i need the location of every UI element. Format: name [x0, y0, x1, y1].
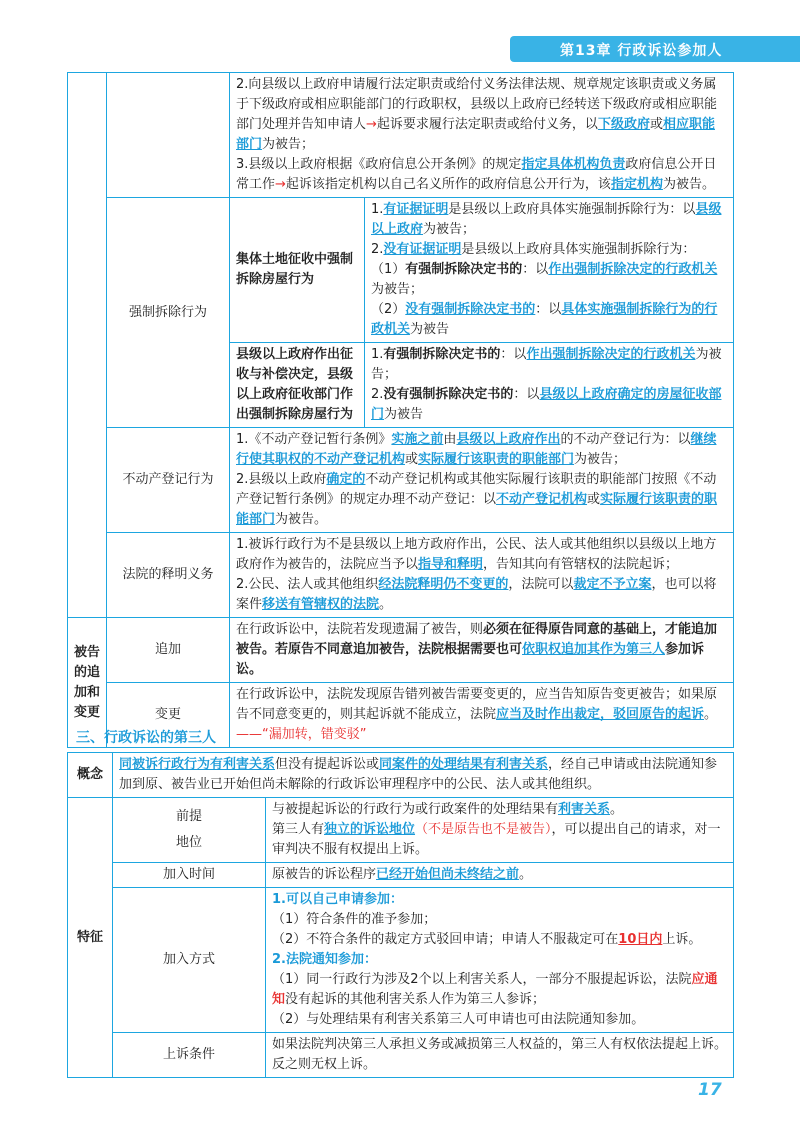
table-cell: 在行政诉讼中，法院发现原告错列被告需要变更的，应当告知原告变更被告；如果原告不同意变更的，则其起诉就不能成立，法院应当及时作出裁定，驳回原告的起诉。 ——“漏加转，错变驳”	[230, 683, 734, 748]
empty-cell	[68, 428, 107, 533]
third-party-table	[67, 752, 734, 1078]
table-cell: 在行政诉讼中，法院若发现遗漏了被告，则必须在征得原告同意的基础上，才能追加被告。若原告不同意追加被告，法院根据需要也可依职权追加其作为第三人参加诉讼。	[230, 618, 734, 683]
row-label: 强制拆除行为	[107, 198, 230, 428]
table-cell: 1.有强制拆除决定书的：以作出强制拆除决定的行政机关为被告； 2.没有强制拆除决定书的：以县级以上政府确定的房屋征收部门为被告	[365, 343, 734, 428]
row-label: 变更	[107, 683, 230, 748]
table-cell: 如果法院判决第三人承担义务或减损第三人权益的，第三人有权依法提起上诉。反之则无权上诉。	[266, 1033, 734, 1078]
chapter-title: 第13章 行政诉讼参加人	[560, 43, 723, 59]
sub-label: 县级以上政府作出征收与补偿决定，县级以上政府征收部门作出强制拆除房屋行为	[230, 343, 365, 428]
row-label: 特征	[68, 798, 113, 1078]
row-label: 不动产登记行为	[107, 428, 230, 533]
table-row	[68, 428, 734, 533]
table-row	[68, 888, 734, 1033]
table-cell: 原被告的诉讼程序已经开始但尚未终结之前。	[266, 863, 734, 888]
section-title: 三、行政诉讼的第三人	[76, 730, 216, 746]
table-cell: 2.向县级以上政府申请履行法定职责或给付义务法律法规、规章规定该职责或义务属于下级政府或相应职能部门的行政职权，县级以上政府已经转送下级政府或相应职能部门处理并告知申请人→起诉要求履行法定职责或给付义务，以下级政府或相应职能部门为被告； 3.县级以上政府根据《政府信息公开条例》的规定指定具体机构负责政府信息公开日常工作→起诉该指定机构以自己名义所作的政府信息公开行为，该指定机构为被告。	[230, 73, 734, 198]
table-cell: 1.有证据证明是县级以上政府具体实施强制拆除行为：以县级以上政府为被告； 2.没有证据证明是县级以上政府具体实施强制拆除行为： （1）有强制拆除决定书的：以作出强制拆除决定的行政机关为被告； （2）没有强制拆除决定书的：以具体实施强制拆除行为的行政机关为被告	[365, 198, 734, 343]
empty-cell	[68, 533, 107, 618]
row-label: 概念	[68, 753, 113, 798]
row-label: 法院的释明义务	[107, 533, 230, 618]
row-label: 被告的追加和变更	[68, 618, 107, 748]
row-label: 上诉条件	[113, 1033, 266, 1078]
row-label: 前提 地位	[113, 798, 266, 863]
table-row	[68, 798, 734, 863]
defendant-table	[67, 72, 734, 748]
empty-cell	[68, 198, 107, 428]
table-row	[68, 533, 734, 618]
table-cell: 1.被诉行政行为不是县级以上地方政府作出，公民、法人或其他组织以县级以上地方政府作为被告的，法院应当予以指导和释明，告知其向有管辖权的法院起诉； 2.公民、法人或其他组织经法院释明仍不变更的，法院可以裁定不予立案，也可以将案件移送有管辖权的法院。	[230, 533, 734, 618]
table-row	[68, 198, 734, 343]
page-number: 17	[698, 1080, 722, 1100]
row-label: 追加	[107, 618, 230, 683]
table-row	[68, 863, 734, 888]
empty-cell	[107, 73, 230, 198]
empty-cell	[68, 73, 107, 198]
row-label: 加入时间	[113, 863, 266, 888]
row-label: 加入方式	[113, 888, 266, 1033]
table-cell: 1.《不动产登记暂行条例》实施之前由县级以上政府作出的不动产登记行为：以继续行使其职权的不动产登记机构或实际履行该职责的职能部门为被告； 2.县级以上政府确定的不动产登记机构或其他实际履行该职责的职能部门按照《不动产登记暂行条例》的规定办理不动产登记：以不动产登记机构或实际履行该职责的职能部门为被告。	[230, 428, 734, 533]
table-row	[68, 73, 734, 198]
table-cell: 与被提起诉讼的行政行为或行政案件的处理结果有利害关系。 第三人有独立的诉讼地位（不是原告也不是被告），可以提出自己的请求，对一审判决不服有权提出上诉。	[266, 798, 734, 863]
table-cell: 1.可以自己申请参加： （1）符合条件的准予参加； （2）不符合条件的裁定方式驳回申请；申请人不服裁定可在10日内上诉。 2.法院通知参加： （1）同一行政行为涉及2个以上利害关系人，一部分不服提起诉讼，法院应通知没有起诉的其他利害关系人作为第三人参诉； （2）与处理结果有利害关系第三人可申请也可由法院通知参加。	[266, 888, 734, 1033]
table-row	[68, 753, 734, 798]
sub-label: 集体土地征收中强制拆除房屋行为	[230, 198, 365, 343]
table-row	[68, 1033, 734, 1078]
table-cell: 同被诉行政行为有利害关系但没有提起诉讼或同案件的处理结果有利害关系，经自己申请或由法院通知参加到原、被告业已开始但尚未解除的行政诉讼审理程序中的公民、法人或其他组织。	[113, 753, 734, 798]
table-row	[68, 618, 734, 683]
